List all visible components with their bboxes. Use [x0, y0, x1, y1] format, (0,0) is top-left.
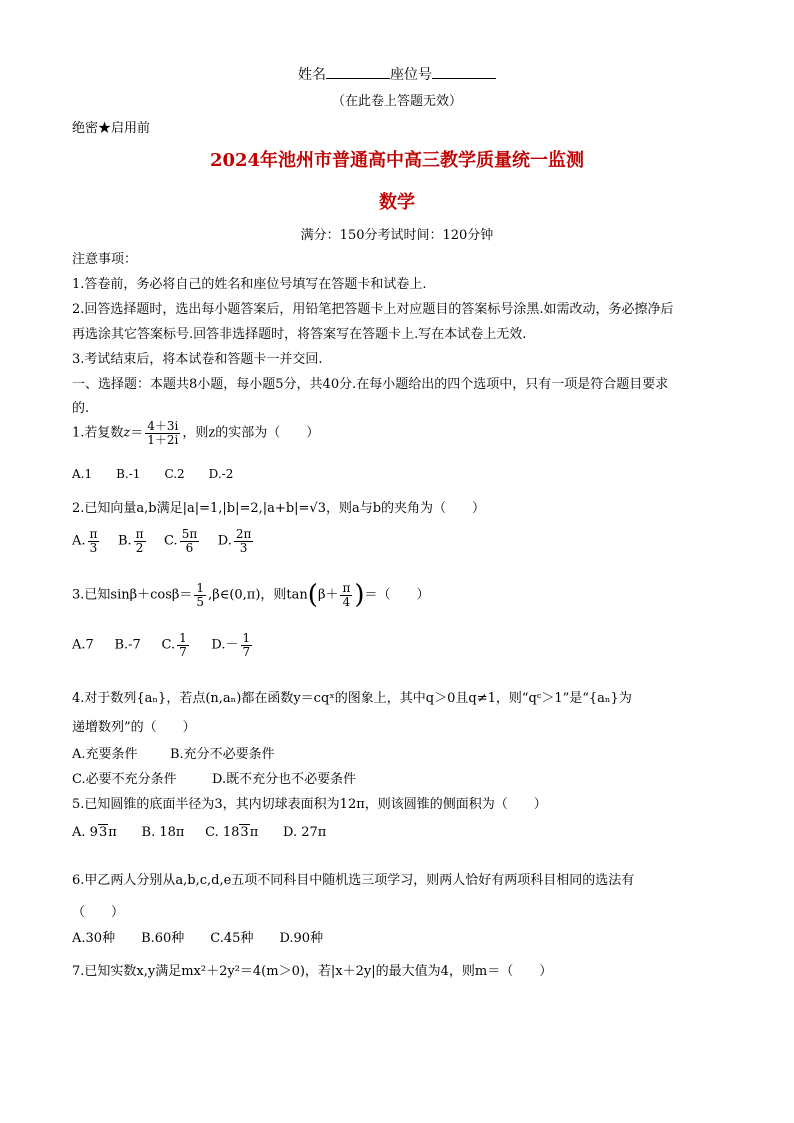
seat-blank: [432, 66, 496, 79]
question-4: 4.对于数列{aₙ}，若点(n,aₙ)都在函数y＝cqˣ的图象上，其中q＞0且q≠1，则“qᶜ＞1”是“{aₙ}为: [72, 691, 632, 706]
question-1: 1.若复数z＝ $\frac{4+3i}{1+2i}$ ，则z的实部为（ ）: [72, 419, 320, 447]
question-6-options: A.30种 B.60种 C.45种 D.90种: [72, 931, 324, 946]
exam-title: 2024年池州市普通高中高三教学质量统一监测: [209, 150, 585, 171]
note-item: 2.回答选择题时，选出每小题答案后，用铅笔把答题卡上对应题目的答案标号涂黑.如需改动，务必擦净后: [72, 302, 674, 317]
q1-fraction: $\frac{4+3i}{1+2i}$: [147, 419, 179, 447]
invalid-note: （在此卷上答题无效）: [331, 94, 462, 109]
question-1-options: A.1 B.-1 C.2 D.-2: [72, 467, 234, 481]
question-3-options: A.7 B.-7 C. $\frac{1}{7}$ D.－ $\frac{1}{7}$: [72, 631, 251, 659]
question-2: 2.已知向量a,b满足|a|=1,|b|=2,|a+b|=√3，则a与b的夹角为（ ）: [72, 501, 486, 516]
name-blank: [326, 66, 390, 79]
seat-label: 座位号: [390, 67, 432, 83]
section-heading: 一、选择题：本题共8小题，每小题5分，共40分.在每小题给出的四个选项中，只有一项是符合题目要求: [72, 377, 669, 392]
question-3: 3.已知sinβ＋cosβ＝ $\frac{1}{5}$ ,β∈(0,π)，则tan(β＋ $\frac{\pi}{4}$ )＝（ ）: [72, 580, 430, 610]
question-4-option-d: D.既不充分也不必要条件: [212, 772, 357, 787]
question-6: 6.甲乙两人分别从a,b,c,d,e五项不同科目中随机选三项学习，则两人恰好有两项科目相同的选法有: [72, 873, 635, 888]
question-4-option-c: C.必要不充分条件: [72, 772, 177, 787]
question-4-cont: 递增数列”的（ ）: [72, 720, 196, 735]
secret-mark: 绝密★启用前: [72, 121, 151, 136]
notes-heading: 注意事项：: [72, 252, 138, 267]
note-item: 再选涂其它答案标号.回答非选择题时，将答案写在答题卡上.写在本试卷上无效.: [72, 327, 527, 342]
note-item: 1.答卷前，务必将自己的姓名和座位号填写在答题卡和试卷上.: [72, 277, 427, 292]
score-time: 满分：150分考试时间：120分钟: [300, 228, 494, 243]
section-heading-cont: 的.: [72, 401, 90, 416]
question-2-options: A. $\frac{\pi}{3}$ B. $\frac{\pi}{2}$ C. $\frac{5\pi}{6}$ D. $\frac{2\pi}{3}$: [72, 527, 252, 555]
name-seat-line: [0, 64, 794, 84]
question-4-option-b: B.充分不必要条件: [170, 747, 275, 762]
question-5-options: A. 93π B. 18π C. 183π D. 27π: [72, 825, 327, 840]
question-6-cont: （ ）: [72, 905, 125, 920]
subject-title: 数学: [379, 192, 415, 213]
name-label: 姓名: [298, 67, 326, 83]
question-5: 5.已知圆锥的底面半径为3，其内切球表面积为12π，则该圆锥的侧面积为（ ）: [72, 797, 547, 812]
question-4-option-a: A.充要条件: [72, 747, 138, 762]
question-7: 7.已知实数x,y满足mx²＋2y²＝4(m＞0)，若|x＋2y|的最大值为4，则m＝（ ）: [72, 964, 553, 979]
note-item: 3.考试结束后，将本试卷和答题卡一并交回.: [72, 352, 323, 367]
